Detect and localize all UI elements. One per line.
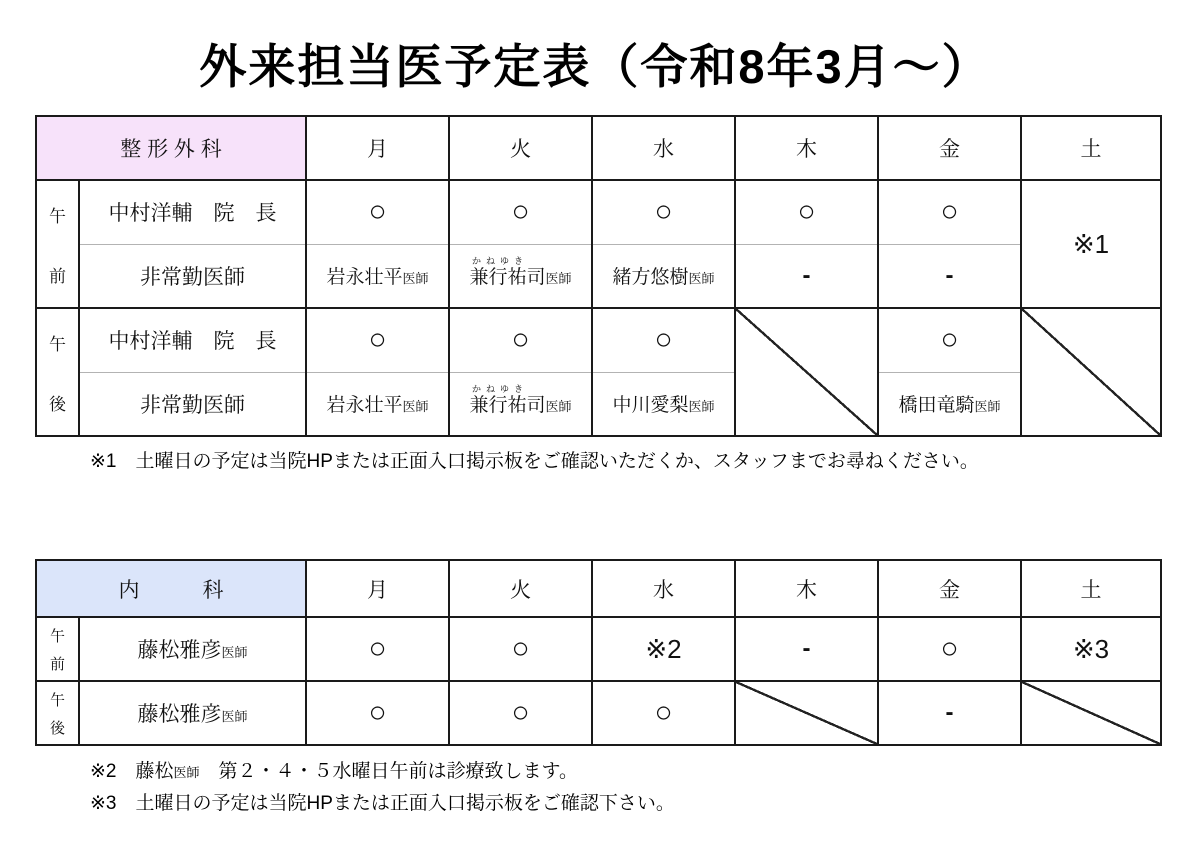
doctor-suffix: 医師 bbox=[688, 399, 715, 415]
period-char: 前 bbox=[49, 655, 65, 673]
internal-medicine-schedule-table bbox=[35, 559, 1162, 746]
doctor-name: 藤松雅彦 bbox=[137, 639, 222, 662]
day-header-tue: 火 bbox=[449, 560, 592, 617]
page-title: 外来担当医予定表（令和8年3月～） bbox=[199, 40, 991, 93]
period-char: 午 bbox=[49, 691, 65, 709]
schedule-cell bbox=[449, 244, 592, 308]
schedule-cell: ○ bbox=[878, 617, 1021, 681]
doctor-name: 兼行祐司 bbox=[469, 267, 546, 289]
internal-am-row bbox=[36, 617, 1161, 681]
day-header-tue: 火 bbox=[449, 116, 592, 180]
period-label-am bbox=[36, 617, 79, 681]
section-header-orthopedics: 整 形 外 科 bbox=[36, 116, 306, 180]
schedule-cell bbox=[592, 244, 735, 308]
day-header-wed: 水 bbox=[592, 116, 735, 180]
day-header-mon: 月 bbox=[306, 560, 449, 617]
period-char: 午 bbox=[49, 334, 66, 354]
no-clinic-diagonal-cell bbox=[1021, 681, 1161, 745]
schedule-cell: ※2 bbox=[592, 617, 735, 681]
period-label-pm bbox=[36, 308, 79, 436]
period-char: 午 bbox=[49, 206, 66, 226]
footnotes-block bbox=[90, 756, 1190, 819]
schedule-cell: ○ bbox=[592, 308, 735, 372]
footnote-2-doctor-suffix: 医師 bbox=[173, 765, 200, 780]
section-header-internal: 内 科 bbox=[36, 560, 306, 617]
doctor-name: 橋田竜騎 bbox=[898, 395, 975, 417]
schedule-cell bbox=[306, 244, 449, 308]
no-clinic-diagonal-cell bbox=[1021, 308, 1161, 436]
internal-pm-row bbox=[36, 681, 1161, 745]
doctor-name: 中川愛梨 bbox=[612, 395, 689, 417]
parttime-label: 非常勤医師 bbox=[79, 244, 306, 308]
schedule-cell: ○ bbox=[592, 681, 735, 745]
doctor-suffix: 医師 bbox=[545, 271, 572, 287]
doctor-name: 岩永壮平 bbox=[326, 267, 403, 289]
schedule-cell: ○ bbox=[306, 681, 449, 745]
period-label-pm bbox=[36, 681, 79, 745]
period-char: 後 bbox=[49, 719, 65, 737]
schedule-cell: ○ bbox=[449, 681, 592, 745]
doctor-suffix: 医師 bbox=[221, 709, 248, 724]
ortho-pm-parttime-row bbox=[36, 372, 1161, 436]
day-header-wed: 水 bbox=[592, 560, 735, 617]
schedule-cell: - bbox=[735, 244, 878, 308]
schedule-cell bbox=[592, 372, 735, 436]
day-header-thu: 木 bbox=[735, 116, 878, 180]
doctor-name-director: 中村洋輔 院 長 bbox=[79, 308, 306, 372]
no-clinic-diagonal-cell bbox=[735, 681, 878, 745]
doctor-name-director: 中村洋輔 院 長 bbox=[79, 180, 306, 244]
day-header-fri: 金 bbox=[878, 116, 1021, 180]
footnote-2-text: 第２・４・５水曜日午前は診療致します。 bbox=[199, 761, 578, 782]
footnote-2 bbox=[90, 756, 1190, 788]
period-char: 後 bbox=[49, 394, 66, 414]
doctor-suffix: 医師 bbox=[402, 399, 429, 415]
doctor-suffix: 医師 bbox=[545, 399, 572, 415]
schedule-cell: ○ bbox=[306, 308, 449, 372]
period-char: 午 bbox=[49, 627, 65, 645]
doctor-suffix: 医師 bbox=[974, 399, 1001, 415]
table-header-row bbox=[36, 560, 1161, 617]
schedule-cell: ○ bbox=[449, 180, 592, 244]
doctor-name-cell bbox=[79, 681, 306, 745]
schedule-cell bbox=[878, 372, 1021, 436]
saturday-note-cell: ※1 bbox=[1021, 180, 1161, 308]
no-clinic-diagonal-cell bbox=[735, 308, 878, 436]
schedule-cell: ○ bbox=[306, 180, 449, 244]
day-header-sat: 土 bbox=[1021, 116, 1161, 180]
doctor-name: 岩永壮平 bbox=[326, 395, 403, 417]
ortho-am-parttime-row bbox=[36, 244, 1161, 308]
furigana: かねゆき bbox=[472, 255, 529, 266]
schedule-cell: ○ bbox=[306, 617, 449, 681]
furigana: かねゆき bbox=[472, 383, 529, 394]
ortho-pm-director-row bbox=[36, 308, 1161, 372]
doctor-suffix: 医師 bbox=[402, 271, 429, 287]
saturday-note-cell: ※3 bbox=[1021, 617, 1161, 681]
footnote-3: ※3 土曜日の予定は当院HPまたは正面入口掲示板をご確認下さい。 bbox=[90, 793, 675, 814]
schedule-cell bbox=[449, 372, 592, 436]
period-char: 前 bbox=[49, 266, 66, 286]
parttime-label: 非常勤医師 bbox=[79, 372, 306, 436]
schedule-cell: ○ bbox=[878, 180, 1021, 244]
day-header-mon: 月 bbox=[306, 116, 449, 180]
doctor-name-cell bbox=[79, 617, 306, 681]
day-header-fri: 金 bbox=[878, 560, 1021, 617]
orthopedics-schedule-table bbox=[35, 115, 1162, 437]
schedule-cell: ○ bbox=[878, 308, 1021, 372]
period-label-am bbox=[36, 180, 79, 308]
doctor-suffix: 医師 bbox=[221, 645, 248, 660]
schedule-cell: - bbox=[878, 681, 1021, 745]
schedule-cell: ○ bbox=[592, 180, 735, 244]
doctor-name: 兼行祐司 bbox=[469, 395, 546, 417]
day-header-thu: 木 bbox=[735, 560, 878, 617]
schedule-cell: ○ bbox=[449, 617, 592, 681]
schedule-cell: ○ bbox=[735, 180, 878, 244]
table-header-row bbox=[36, 116, 1161, 180]
doctor-name: 緒方悠樹 bbox=[612, 267, 689, 289]
schedule-cell: ○ bbox=[449, 308, 592, 372]
schedule-cell: - bbox=[878, 244, 1021, 308]
ortho-am-director-row bbox=[36, 180, 1161, 244]
schedule-cell: - bbox=[735, 617, 878, 681]
day-header-sat: 土 bbox=[1021, 560, 1161, 617]
footnote-2-prefix: ※2 藤松 bbox=[90, 761, 174, 782]
doctor-suffix: 医師 bbox=[688, 271, 715, 287]
schedule-cell bbox=[306, 372, 449, 436]
footnote-1: ※1 土曜日の予定は当院HPまたは正面入口掲示板をご確認いただくか、スタッフまでお尋ねください。 bbox=[90, 451, 979, 472]
doctor-name: 藤松雅彦 bbox=[137, 703, 222, 726]
